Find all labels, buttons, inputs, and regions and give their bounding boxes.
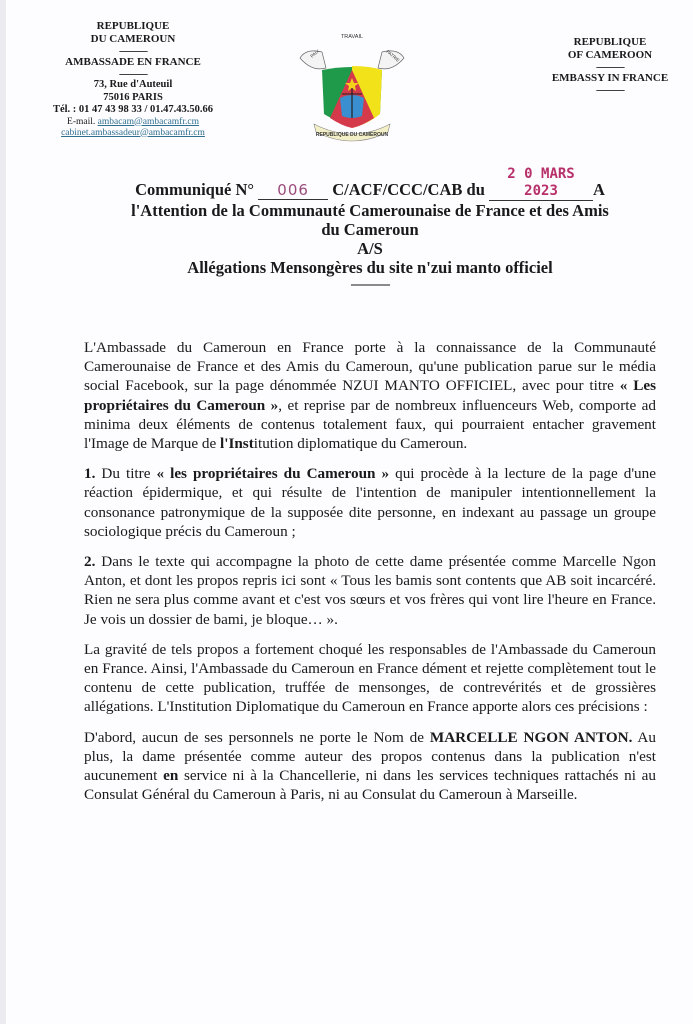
embassy-name-en: EMBASSY IN FRANCE (551, 72, 669, 84)
embassy-name: AMBASSADE EN FRANCE (65, 56, 201, 68)
separator: -------------- (119, 46, 147, 56)
title-suffix: A (593, 180, 605, 199)
handwritten-number: 006 (258, 182, 328, 200)
text: Au plus, la dame présentée comme auteur des propos contenus dans la publication n'est aucunement (84, 728, 656, 785)
text: , et reprise par de nombreux influenceurs Web, comporte ad minima deux éléments de contenus totalement faux, qui pourraient entacher gravement l'Image de Marque de (84, 396, 656, 453)
country-line1: REPUBLIQUE (96, 20, 170, 32)
point-number: 2. (84, 553, 96, 571)
email-line1 (38, 117, 228, 128)
country-line1-en: REPUBLIQUE (573, 36, 647, 48)
motto-left: PAIX (309, 48, 321, 59)
paragraph-clarification (84, 728, 656, 805)
paragraph-intro (84, 338, 656, 453)
ribbon-text: REPUBLIQUE DU CAMEROUN (315, 132, 389, 138)
text: service ni à la Chancellerie, ni dans les services techniques rattachés ni au Consulat Général du Cameroun à Paris, ni au Consulat du Cameroun à Marseille. (84, 767, 656, 804)
bold-title: « les propriétaires du Cameroun » (156, 465, 390, 483)
title-separator: ------------- (350, 277, 390, 291)
letterhead-left (38, 20, 228, 139)
email-label: E-mail. (67, 116, 96, 127)
title-line1 (90, 166, 650, 201)
paragraph-point-2 (84, 552, 656, 629)
reference: C/ACF/CCC/CAB du (332, 180, 485, 199)
motto-top: TRAVAIL (340, 34, 364, 40)
coat-of-arms-emblem (292, 28, 412, 148)
point-number: 1. (84, 465, 96, 483)
paragraph-point-1 (84, 464, 656, 541)
title-line3: du Cameroun (321, 220, 419, 239)
separator: -------------- (119, 69, 147, 79)
title-line4: A/S (357, 239, 383, 258)
bold-text: l'Inst (220, 435, 254, 453)
address-line2: 75016 PARIS (103, 91, 163, 103)
country-line2: DU CAMEROUN (90, 33, 176, 45)
communique-prefix: Communiqué N° (135, 180, 254, 199)
email-link[interactable]: ambacam@ambacamfr.cm (97, 116, 199, 127)
motto-right: PATRIE (385, 48, 401, 63)
title-line2: l'Attention de la Communauté Camerounaise de France et des Amis (131, 201, 609, 220)
text: D'abord, aucun de ses personnels ne porte le Nom de (84, 728, 430, 746)
address-line1: 73, Rue d'Auteuil (93, 79, 173, 90)
date-stamp: 2 0 MARS 2023 (489, 166, 593, 201)
bold-name: MARCELLE NGON ANTON. (429, 728, 633, 746)
communique-title (90, 166, 650, 291)
text: Dans le texte qui accompagne la photo de cette dame présentée comme Marcelle Ngon Anton, et dont les propos repris ici sont « Tous les bamis sont contents que AB soit incarcéré. Rien ne sera plus comme avant et c'est vos sœurs et vos frères qui vont lire l'heure en France. Je vois un dossier de bami, je bloque… ». (84, 553, 656, 628)
email-line2 (38, 128, 228, 139)
separator: -------------- (596, 85, 624, 95)
bold-title: « Les propriétaires du Cameroun » (84, 377, 657, 414)
subject-line: Allégations Mensongères du site n'zui manto officiel (187, 258, 553, 277)
scan-edge (0, 0, 6, 1024)
communique-body (84, 338, 656, 815)
paragraph-gravity: La gravité de tels propos a fortement choqué les responsables de l'Ambassade du Cameroun en France. Ainsi, l'Ambassade du Cameroun en France dément et rejette complètement tout le contenu de cette publication, truffée de mensonges, de contrevérités et de grossières allégations. L'Institution Diplomatique du Cameroun en France apporte alors ces précisions : (84, 640, 656, 716)
email-link-cabinet[interactable]: cabinet.ambassadeur@ambacamfr.cm (61, 127, 205, 138)
text: Du titre (95, 465, 157, 483)
text: qui procède à la lecture de la page d'une réaction épidermique, et qui résulte de l'intention de manipuler intentionnellement la consonance patronymique de la supposée dite personne, en indexant au passage un groupe sociologique précis du Cameroun ; (84, 465, 656, 540)
separator: -------------- (596, 62, 624, 72)
text: L'Ambassade du Cameroun en France porte à la connaissance de la Communauté Camerounaise de France et des Amis du Cameroun, qu'une publication parue sur le média social Facebook, sur la page dénommée NZUI MANTO OFFICIEL, avec pour titre (84, 339, 656, 395)
phone-numbers: Tél. : 01 47 43 98 33 / 01.47.43.50.66 (52, 104, 214, 115)
country-line2-en: OF CAMEROON (567, 49, 653, 61)
text: itution diplomatique du Cameroun. (253, 435, 468, 453)
letterhead-right (540, 36, 680, 95)
bold-text: en (163, 767, 179, 785)
